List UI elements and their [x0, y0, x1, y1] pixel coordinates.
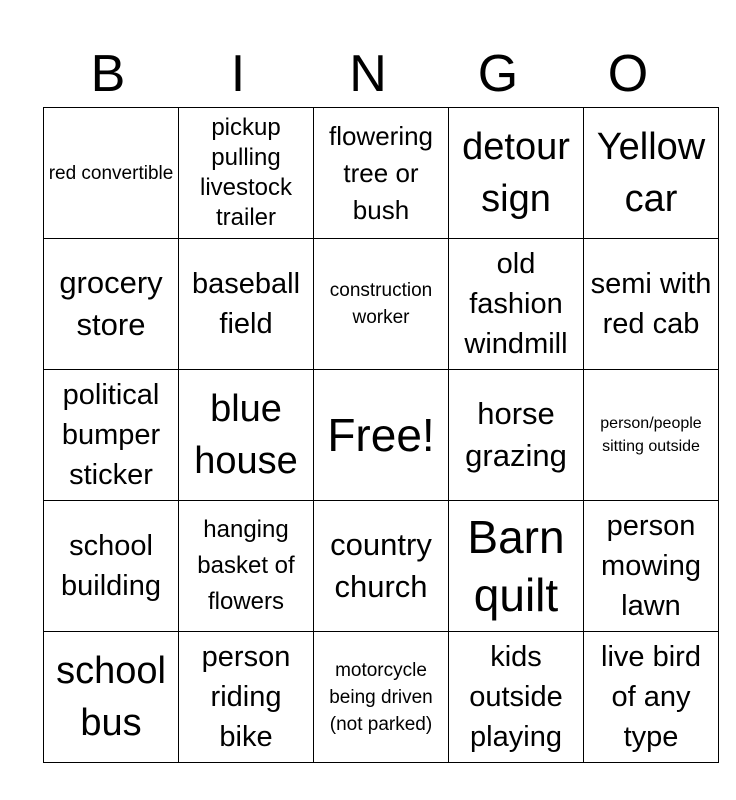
bingo-cell[interactable] [179, 501, 314, 632]
cell-label: live bird of any type [601, 641, 701, 753]
bingo-cell[interactable] [44, 501, 179, 632]
cell-label: detour sign [462, 126, 570, 220]
header-letter-o: O [607, 45, 649, 103]
header-letter-b: B [90, 45, 126, 103]
bingo-cell[interactable] [44, 239, 179, 370]
cell-label: horse grazing [465, 396, 567, 473]
cell-label: political bumper sticker [61, 379, 161, 491]
bingo-cell[interactable] [449, 370, 584, 501]
free-space-cell[interactable] [314, 370, 449, 501]
cell-label: Barn quilt [467, 511, 565, 621]
bingo-cell[interactable] [44, 632, 179, 763]
bingo-cell[interactable] [449, 632, 584, 763]
cell-label: person mowing lawn [601, 510, 701, 622]
cell-label: school bus [56, 650, 166, 744]
bingo-cell[interactable] [44, 370, 179, 501]
cell-label: blue house [194, 388, 298, 482]
bingo-cell[interactable] [584, 108, 719, 239]
board-row [44, 108, 719, 239]
bingo-cell[interactable] [314, 239, 449, 370]
board-row [44, 632, 719, 763]
cell-label: semi with red cab [590, 268, 712, 340]
cell-label: country church [330, 527, 432, 604]
bingo-cell[interactable] [449, 108, 584, 239]
bingo-cell[interactable] [179, 108, 314, 239]
free-space-label: Free! [327, 409, 435, 461]
bingo-cell[interactable] [449, 501, 584, 632]
board-row [44, 501, 719, 632]
cell-label: motorcycle being driven (not parked) [329, 659, 433, 735]
bingo-cell[interactable] [449, 239, 584, 370]
bingo-cell[interactable] [314, 108, 449, 239]
cell-label: old fashion windmill [464, 248, 568, 360]
board-row [44, 239, 719, 370]
cell-label: Yellow car [596, 126, 706, 220]
bingo-cell[interactable] [44, 108, 179, 239]
cell-label: pickup pulling livestock trailer [199, 114, 293, 231]
cell-label: grocery store [59, 265, 163, 342]
bingo-header [43, 40, 693, 108]
cell-label: kids outside playing [469, 641, 563, 753]
cell-label: school building [61, 530, 161, 602]
bingo-cell[interactable] [179, 370, 314, 501]
cell-label: person/people sitting outside [600, 415, 702, 455]
cell-label: construction worker [329, 280, 433, 328]
header-letter-g: G [477, 45, 519, 103]
bingo-cell[interactable] [314, 501, 449, 632]
bingo-board [43, 107, 719, 763]
bingo-cell[interactable] [179, 239, 314, 370]
header-letter-i: I [230, 45, 246, 103]
board-row [44, 370, 719, 501]
bingo-cell[interactable] [584, 501, 719, 632]
cell-label: red convertible [48, 162, 174, 184]
cell-label: hanging basket of flowers [197, 516, 295, 615]
bingo-cell[interactable] [584, 370, 719, 501]
header-letter-n: N [349, 45, 387, 103]
cell-label: baseball field [191, 268, 301, 340]
bingo-cell[interactable] [179, 632, 314, 763]
bingo-cell[interactable] [584, 239, 719, 370]
cell-label: flowering tree or bush [328, 120, 434, 225]
bingo-cell[interactable] [584, 632, 719, 763]
cell-label: person riding bike [201, 641, 291, 753]
bingo-cell[interactable] [314, 632, 449, 763]
